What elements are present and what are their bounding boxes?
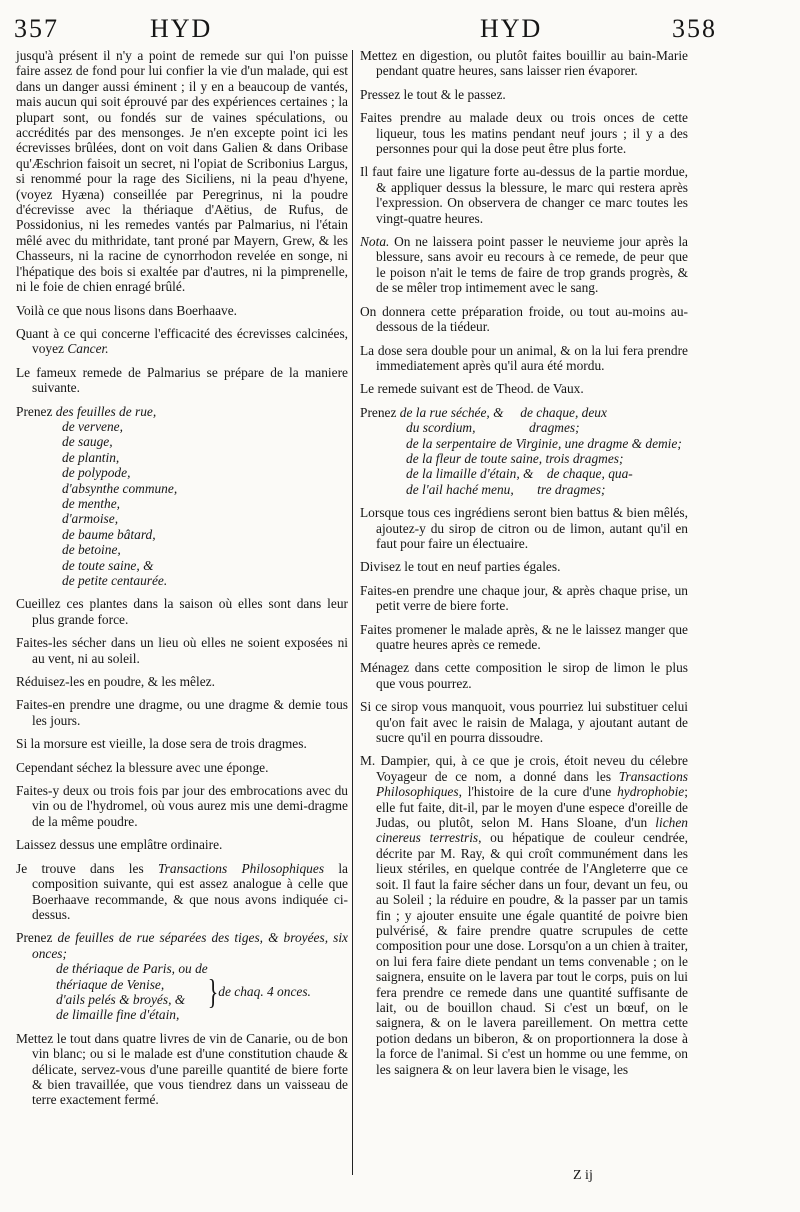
paragraph: Cueillez ces plantes dans la saison où elles sont dans leur plus grande force. (16, 596, 348, 627)
recipe-item: de la fleur de toute saine, trois dragmes; (406, 450, 624, 466)
recipe-item: de la serpentaire de Virginie, une dragme & demie; (406, 435, 682, 451)
recipe-item: d'absynthe commune, (62, 480, 178, 496)
paragraph: Cependant séchez la blessure avec une éponge. (16, 759, 269, 775)
recipe-item: de polypode, (62, 465, 131, 481)
recipe-vaux (360, 405, 688, 497)
paragraph: Laissez dessus une emplâtre ordinaire. (16, 837, 223, 853)
column-divider (352, 50, 353, 1175)
recipe-quantity: de chaq. 4 onces. (218, 984, 311, 1000)
paragraph: M. Dampier, qui, à ce que je crois, étoit neveu du célebre Voyageur de ce nom, a donné dans les Transactions Philosophiques, l'histoire de la cure d'une hydrophobie; elle fut faite, dit-il, par le moyen d'une espece d'oreille de Judas, ou plutôt, selon M. Hans Sloane, d'un lichen cinereus terrestris, ou hépatique de couleur cendrée, décrite par M. Ray, & qui croît communément dans les lieux stériles, en quelque contrée de l'Angleterre que ce soit. Il faut la faire sécher dans un four, devant un feu, ou au Soleil ; la réduire en poudre, & la passer par un tamis fin ; y ajouter ensuite une égale quantité de poivre bien pulvérisé, & faire prendre quatre scrupules de cette composition pour une dose. Lorsqu'on a un chien à traiter, on lui fera faire diete pendant un tems convenable ; on le saignera, ensuite on le lavera par tout le corps, puis on lui fera prendre ce remede dans une quantité suffisante de lait, ou de bouillon chaud. Si c'est un bœuf, on le saignera, & on le lavera pareillement. On mettra cette potion dedans un biberon, & on proportionnera la dose à la force de l'animal. Si c'est un homme ou une femme, on les saignera & on leur lavera bien le visage, les (360, 753, 688, 1077)
brace-mark: } (207, 971, 219, 1012)
right-column (360, 48, 688, 1085)
recipe-item: du scordium, (406, 420, 476, 436)
cross-reference: Transactions Philosophiques (157, 860, 325, 876)
recipe-quantity: tre dragmes; (537, 481, 606, 497)
recipe-item: de betoine, (62, 542, 121, 558)
paragraph: Pressez le tout & le passez. (360, 86, 506, 102)
recipe-lead: Prenez (360, 404, 397, 420)
recipe-quantity: de chaque, qua- (546, 466, 633, 482)
recipe-item: de la rue séchée, & (399, 404, 504, 420)
paragraph: Le fameux remede de Palmarius se prépare de la maniere suivante. (16, 364, 348, 396)
paragraph: Voilà ce que nous lisons dans Boerhaave. (16, 302, 238, 318)
recipe-lead: Prenez (16, 930, 53, 946)
recipe-quantity: dragmes; (529, 420, 580, 436)
paragraph: On donnera cette préparation froide, ou tout au-moins au-dessous de la tiédeur. (360, 303, 688, 335)
recipe-item: de thériaque de Paris, ou de (56, 961, 208, 977)
paragraph: Ménagez dans cette composition le sirop de limon le plus que vous pourrez. (360, 660, 688, 691)
paragraph: Quant à ce qui concerne l'efficacité des écrevisses calcinées, voyez Cancer. (16, 325, 348, 357)
recipe-item: de baume bâtard, (62, 526, 156, 542)
recipe-item: de toute saine, & (62, 557, 154, 573)
recipe-item: de limaille fine d'étain, (56, 1007, 180, 1023)
paragraph: Mettez en digestion, ou plutôt faites bouillir au bain-Marie pendant quatre heures, sans laisser rien évaporer. (360, 48, 688, 79)
recipe-item: d'armoise, (62, 511, 119, 527)
paragraph: Lorsque tous ces ingrédiens seront bien battus & bien mêlés, ajoutez-y du sirop de citron ou de limon, autant qu'il en faut pour faire un électuaire. (360, 505, 688, 551)
right-running-head: HYD (480, 14, 543, 43)
recipe-item: de feuilles de rue séparées des tiges, & broyées, six onces; (32, 930, 348, 961)
recipe-item: des feuilles de rue, (55, 403, 157, 419)
paragraph: Faites-les sécher dans un lieu où elles ne soient exposées ni au vent, ni au soleil. (16, 635, 348, 666)
recipe-item: d'ails pelés & broyés, & (56, 991, 186, 1007)
cross-reference: Cancer. (67, 341, 109, 357)
paragraph: Si ce sirop vous manquoit, vous pourriez lui substituer celui qu'on fait avec le raisin de Malaga, y ajoutant autant de sucre qu'il en pourra dissoudre. (360, 699, 688, 746)
paragraph: Nota. On ne laissera point passer le neuvieme jour après la blessure, sans avoir eu recours à ce remede, de peur que le poison n'ait le tems de faire de trop grands progrès, & de se mêler trop intimement avec le sang. (360, 234, 688, 296)
recipe-lead: Prenez (16, 403, 53, 419)
paragraph: Je trouve dans les Transactions Philosophiques la composition suivante, qui est assez analogue à celle que Boerhaave recommande, & que nous avons indiquée ci-dessus. (16, 860, 349, 922)
left-running-head: HYD (150, 14, 213, 43)
left-column (16, 48, 348, 1116)
recipe-item: de vervene, (62, 418, 123, 434)
running-header (0, 8, 800, 48)
recipe-palmarius (16, 404, 348, 589)
recipe-item: de l'ail haché menu, (406, 481, 514, 497)
paragraph: Faites-en prendre une dragme, ou une dragme & demie tous les jours. (16, 697, 348, 728)
paragraph: Le remede suivant est de Theod. de Vaux. (360, 381, 584, 397)
paragraph: Faites prendre au malade deux ou trois onces de cette liqueur, tous les matins pendant neuf jours ; il y a des personnes pour qui la dose peut être plus forte. (360, 110, 688, 157)
left-page-number: 357 (14, 14, 59, 43)
recipe-item: de sauge, (62, 434, 113, 450)
paragraph: jusqu'à présent il n'y a point de remede sur qui l'on puisse faire assez de fond pour lui confier la vie d'un malade, qui est dans un danger aussi éminent ; il y en a beaucoup de vantés, mais aucun qui soit éprouvé par des expériences certaines ; la plupart sont, ou fondés sur de vaines spéculations, ou accrédités par des mensonges. Je n'en excepte point ici les écrevisses brûlées, dont on voit dans Galien & dans Oribase qu'Æschrion faisoit un secret, ni l'opiat de Scribonius Largus, si renommé pour la rage des Siciliens, ni la peau d'hyene, (voyez Hyæna) conseillée par Peregrinus, ni la poudre d'écrevisse avec la thériaque d'Aëtius, de Rufus, de Possidonius, ni les remedes vantés par Palmarius, ni l'étain mêlé avec du mithridate, tant proné par Mayern, Grew, & les Chasseurs, ni la racine de cynorrhodon revelée en songe, ni l'hépatique des bois si exaltée par d'autres, ni la pimprenelle, ni le foie de chien enragé brûlé. (16, 48, 348, 295)
paragraph: Réduisez-les en poudre, & les mêlez. (16, 674, 215, 690)
recipe-transactions (16, 930, 348, 1022)
nota-label: Nota. (360, 234, 390, 250)
paragraph: Faites-y deux ou trois fois par jour des embrocations avec du vin ou de l'hydromel, où vous aurez mis une demi-dragme de la même poudre. (16, 783, 348, 829)
paragraph: Faites-en prendre une chaque jour, & après chaque prise, un petit verre de biere forte. (360, 582, 688, 614)
recipe-quantity: de chaque, deux (520, 404, 607, 420)
signature-mark: Z ij (573, 1168, 593, 1183)
recipe-item: de la limaille d'étain, & (406, 466, 534, 482)
recipe-item: de menthe, (62, 495, 121, 511)
paragraph: Divisez le tout en neuf parties égales. (360, 559, 561, 575)
recipe-item: thériaque de Venise, (56, 976, 165, 992)
paragraph: Faites promener le malade après, & ne le laissez manger que quatre heures après ce remede. (360, 621, 688, 652)
recipe-item: de plantin, (62, 449, 120, 465)
paragraph: Il faut faire une ligature forte au-dessus de la partie mordue, & appliquer dessus la blessure, le marc qui restera après l'expression. On observera de changer ce marc toutes les vingt-quatre heures. (360, 164, 688, 226)
recipe-item: de petite centaurée. (62, 573, 168, 588)
paragraph: La dose sera double pour un animal, & on la lui fera prendre immediatement après qu'il aura été mordu. (360, 342, 688, 373)
right-page-number: 358 (672, 14, 717, 43)
paragraph: Si la morsure est vieille, la dose sera de trois dragmes. (16, 736, 307, 752)
paragraph: Mettez le tout dans quatre livres de vin de Canarie, ou de bon vin blanc; ou si le malade est d'une constitution chaude & délicate, servez-vous d'une pareille quantité de biere forte & bien travaillée, que vous tiendrez dans un vaisseau de terre exactement fermé. (16, 1030, 348, 1108)
